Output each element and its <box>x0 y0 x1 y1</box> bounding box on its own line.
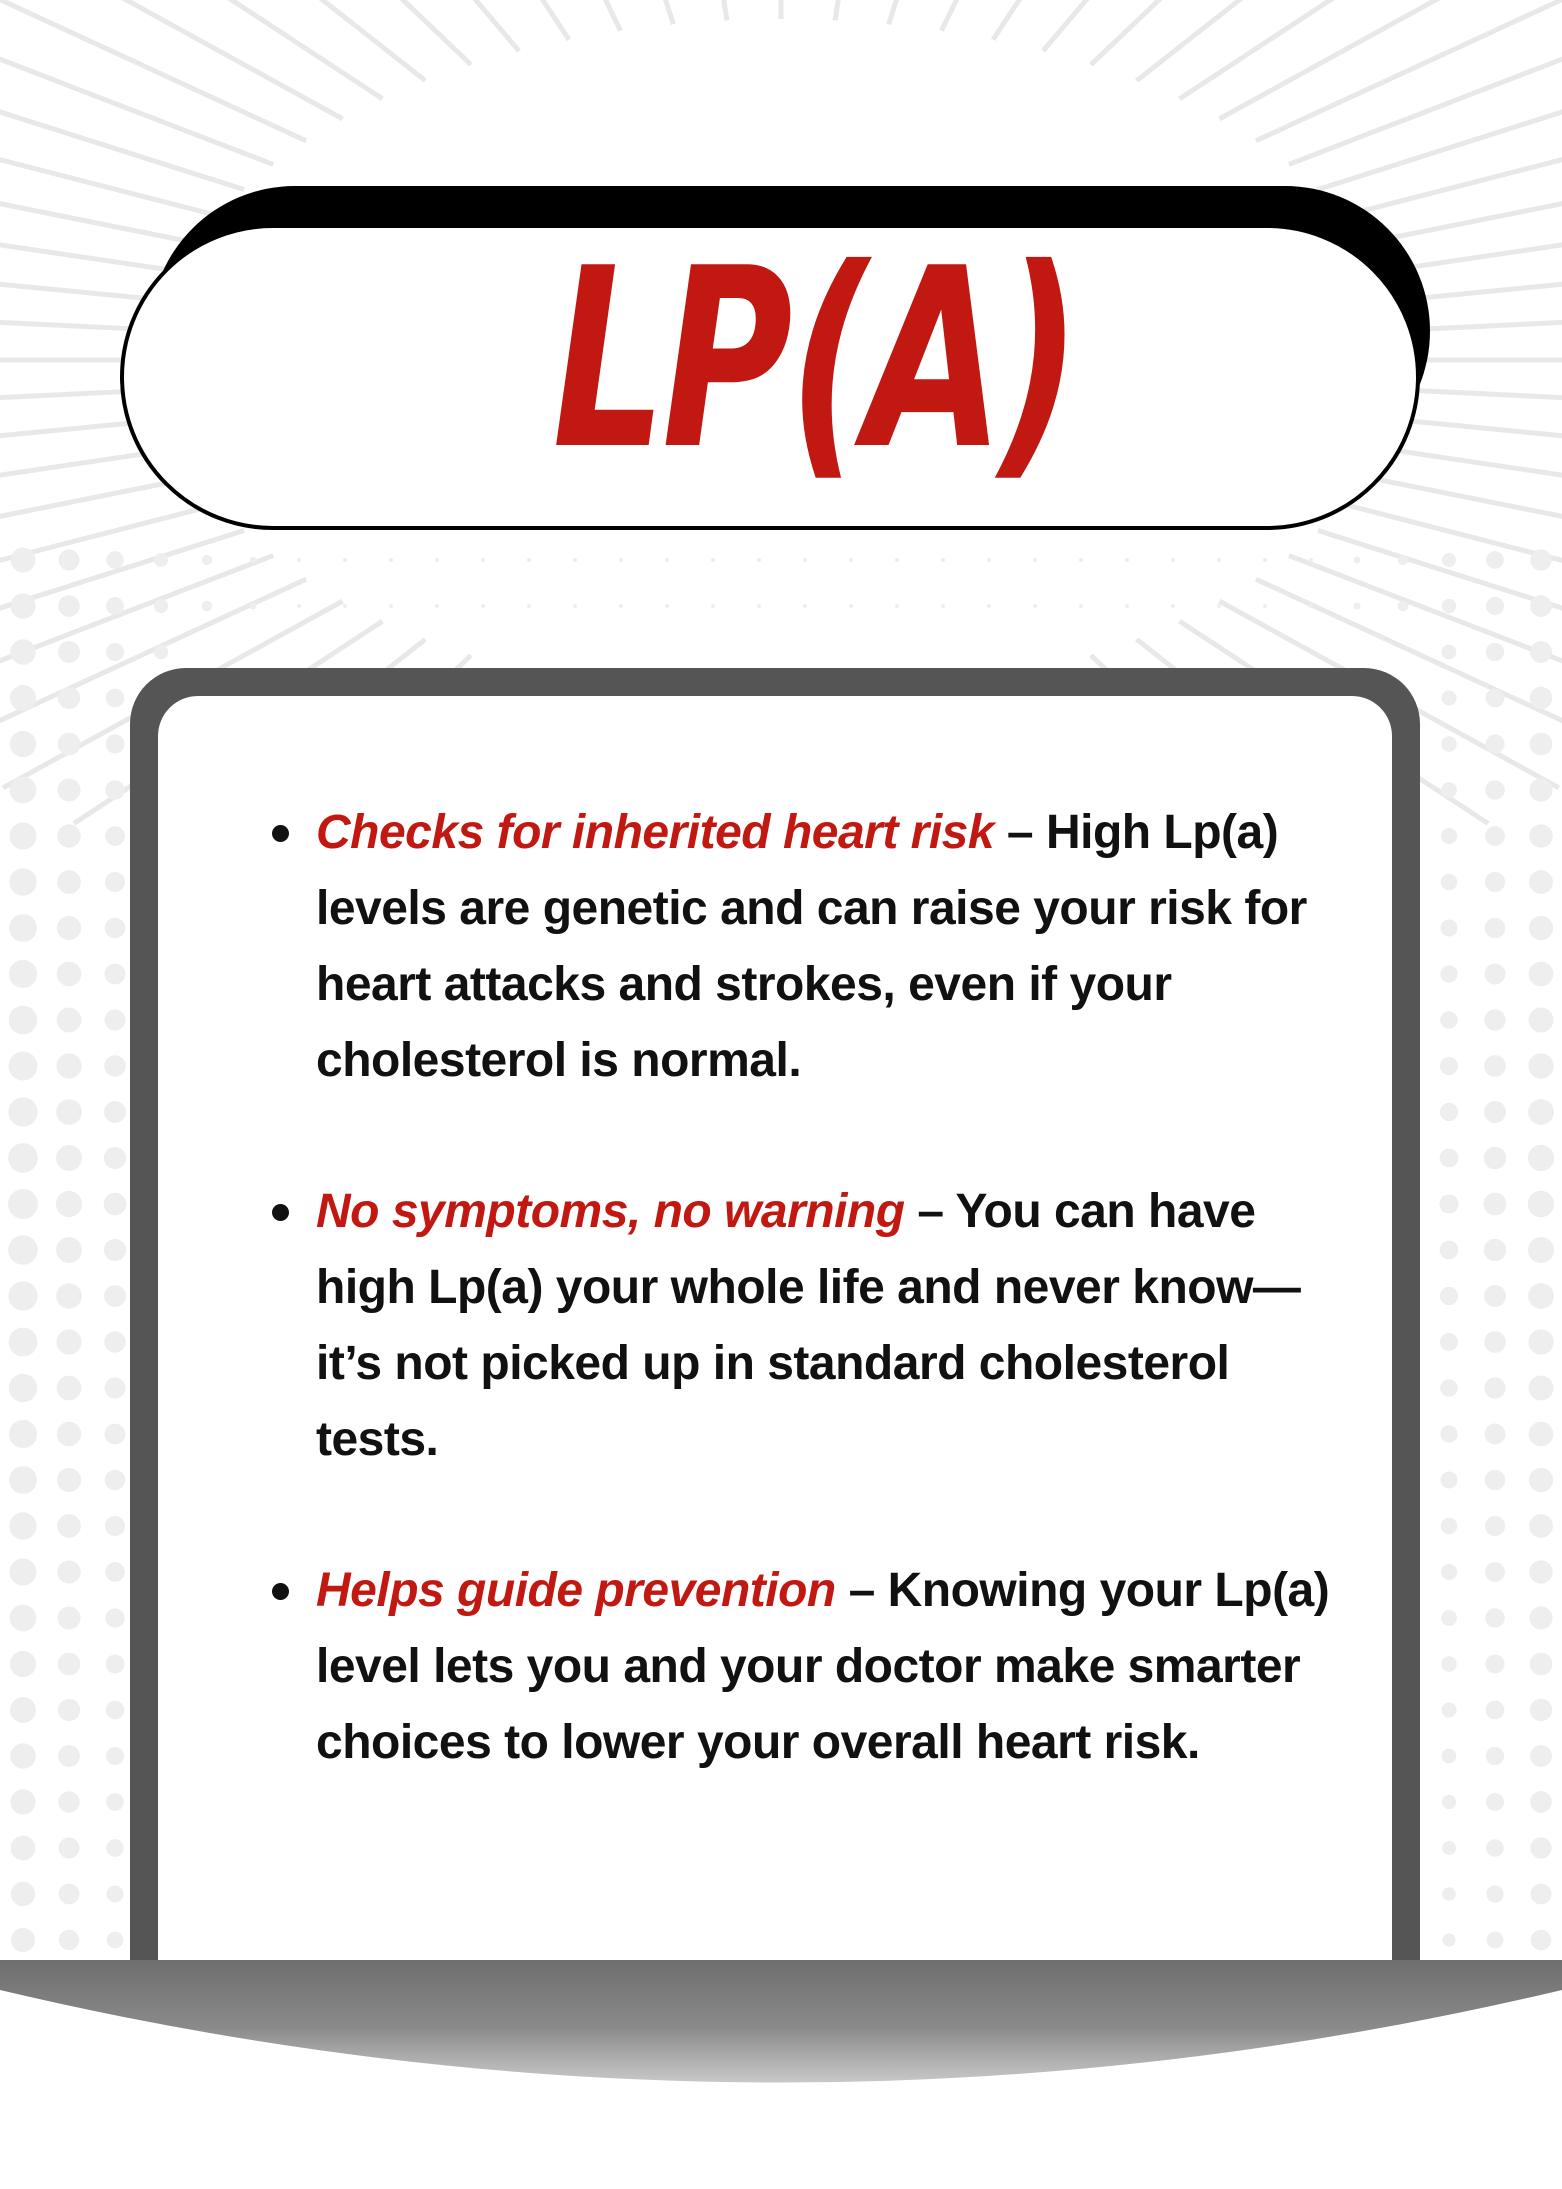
halftone-dot <box>105 872 125 892</box>
halftone-dot <box>58 1699 80 1721</box>
halftone-dot <box>1217 604 1221 608</box>
halftone-dot <box>1441 828 1457 844</box>
halftone-dot <box>1441 1702 1456 1717</box>
halftone-dot <box>573 604 577 608</box>
halftone-dot <box>57 1376 82 1401</box>
halftone-dot <box>106 597 124 615</box>
halftone-dot <box>1530 1699 1552 1721</box>
halftone-dot <box>1441 690 1456 705</box>
halftone-dot <box>9 1512 36 1539</box>
halftone-dot <box>1484 1101 1506 1123</box>
halftone-dot <box>1484 1285 1506 1307</box>
halftone-dot <box>56 1237 82 1263</box>
halftone-dot <box>1485 964 1506 985</box>
halftone-dot <box>1398 601 1409 612</box>
halftone-dot <box>1485 780 1505 800</box>
halftone-dot <box>10 685 36 711</box>
halftone-dot <box>57 1422 81 1446</box>
halftone-dot <box>1439 1194 1458 1213</box>
halftone-dot <box>1441 736 1456 751</box>
halftone-dot <box>343 604 347 608</box>
halftone-dot <box>58 1653 81 1676</box>
halftone-dot <box>57 1560 80 1583</box>
halftone-dot <box>9 1558 36 1585</box>
halftone-dot <box>1484 1147 1506 1169</box>
page-title: LP(A) <box>552 216 1077 504</box>
halftone-dot <box>10 1789 35 1814</box>
halftone-dot <box>10 1651 36 1677</box>
halftone-dot <box>105 1424 126 1445</box>
halftone-dot <box>1309 604 1313 608</box>
bullet-text: Knowing your Lp(a) level lets you and your doctor make smarter choices to lower your overall heart risk. <box>316 1564 1330 1769</box>
halftone-dot <box>106 689 125 708</box>
halftone-dot <box>1353 602 1360 609</box>
halftone-dot <box>57 824 80 847</box>
bullet-item-inherited-risk <box>268 795 1348 1099</box>
halftone-dot <box>1486 643 1504 661</box>
halftone-dot <box>1441 1656 1456 1671</box>
halftone-dot <box>11 1836 36 1861</box>
halftone-dot <box>1440 1379 1458 1397</box>
bullet-separator: – <box>994 806 1046 859</box>
halftone-dot <box>9 1328 38 1357</box>
halftone-dot <box>1171 604 1175 608</box>
halftone-dot <box>1441 1564 1457 1580</box>
halftone-dot <box>435 604 439 608</box>
halftone-dot <box>10 731 36 757</box>
halftone-dot <box>106 1701 125 1720</box>
halftone-dot <box>1484 1055 1506 1077</box>
halftone-dot <box>1531 1884 1552 1905</box>
bullet-item-guide-prevention <box>268 1553 1348 1781</box>
halftone-dot <box>1529 870 1553 894</box>
halftone-dot <box>57 1008 82 1033</box>
halftone-dot <box>104 1101 126 1123</box>
halftone-dot <box>58 641 80 663</box>
halftone-dot <box>1440 1241 1459 1260</box>
halftone-dot <box>1441 920 1458 937</box>
halftone-dot <box>1440 965 1457 982</box>
halftone-dot <box>1530 1745 1552 1767</box>
halftone-dot <box>1485 1562 1505 1582</box>
halftone-dot <box>106 1747 124 1765</box>
halftone-dot <box>1441 874 1458 891</box>
halftone-dot <box>9 1420 37 1448</box>
halftone-dot <box>1485 1608 1504 1627</box>
halftone-dot <box>106 1655 125 1674</box>
halftone-dot <box>57 1514 81 1538</box>
halftone-dot <box>9 868 36 895</box>
halftone-dot <box>987 604 991 608</box>
bullet-lead: Checks for inherited heart risk <box>316 806 995 859</box>
halftone-dot <box>104 1377 125 1398</box>
halftone-dot <box>58 1837 79 1858</box>
halftone-dot <box>1530 641 1552 663</box>
halftone-dot <box>57 916 81 940</box>
halftone-dot <box>1440 1287 1458 1305</box>
halftone-dot <box>1442 1749 1457 1764</box>
halftone-dot <box>56 1191 82 1217</box>
halftone-dot <box>1528 1007 1553 1032</box>
halftone-dot <box>59 1930 79 1950</box>
halftone-dot <box>1530 595 1552 617</box>
halftone-dot <box>481 604 485 608</box>
halftone-dot <box>1263 604 1267 608</box>
halftone-dot <box>104 1009 125 1030</box>
bullet-separator: – <box>904 1185 956 1238</box>
halftone-dot <box>1484 1377 1505 1398</box>
halftone-dot <box>1442 1795 1456 1809</box>
halftone-dot <box>1033 604 1037 608</box>
halftone-dot <box>105 1470 125 1490</box>
halftone-dot <box>11 1882 35 1906</box>
halftone-dot <box>1442 1933 1455 1946</box>
halftone-dot <box>1528 1053 1553 1078</box>
bullet-lead: Helps guide prevention <box>316 1564 836 1617</box>
halftone-dot <box>8 1189 38 1219</box>
halftone-dot <box>59 1884 80 1905</box>
bullet-text: You can have high Lp(a) your whole life and never know—it’s not picked up in standard cholesterol tests. <box>316 1185 1301 1466</box>
halftone-dot <box>106 643 124 661</box>
halftone-dot <box>106 1839 123 1856</box>
halftone-dot <box>106 1793 124 1811</box>
halftone-dot <box>1531 1930 1552 1951</box>
halftone-dot <box>1442 645 1457 660</box>
halftone-dot <box>1530 1791 1552 1813</box>
halftone-dot <box>105 1608 124 1627</box>
halftone-dot <box>527 604 531 608</box>
halftone-dot <box>105 826 125 846</box>
halftone-dot <box>154 599 168 613</box>
halftone-dot <box>1528 1237 1554 1263</box>
halftone-dot <box>57 870 81 894</box>
halftone-dot <box>58 1791 80 1813</box>
halftone-dot <box>10 1697 36 1723</box>
halftone-dot <box>941 604 945 608</box>
bullet-text: High Lp(a) levels are genetic and can raise your risk for heart attacks and strokes, even if your cholesterol is normal. <box>316 806 1307 1087</box>
halftone-dot <box>107 1932 124 1949</box>
halftone-dot <box>1079 604 1083 608</box>
halftone-dot <box>9 914 37 942</box>
halftone-dot <box>104 1193 127 1216</box>
halftone-dot <box>105 918 125 938</box>
halftone-dot <box>1485 1516 1505 1536</box>
halftone-dot <box>104 1285 126 1307</box>
halftone-dot <box>1529 1514 1553 1538</box>
halftone-dot <box>619 604 623 608</box>
halftone-dot <box>57 778 80 801</box>
halftone-dot <box>1530 1837 1551 1858</box>
halftone-dot <box>1484 1009 1505 1030</box>
halftone-dot <box>58 1607 81 1630</box>
halftone-dot <box>1484 1239 1506 1261</box>
halftone-dot <box>1485 872 1505 892</box>
halftone-dot <box>1485 734 1504 753</box>
bullet-list <box>268 795 1348 1856</box>
halftone-dot <box>757 604 761 608</box>
halftone-dot <box>297 604 301 608</box>
halftone-dot <box>1529 1422 1554 1447</box>
halftone-dot <box>8 1235 38 1265</box>
halftone-dot <box>1529 1468 1553 1492</box>
halftone-dot <box>202 601 213 612</box>
halftone-dot <box>1528 1145 1554 1171</box>
halftone-dot <box>1485 826 1505 846</box>
halftone-dot <box>1440 1149 1459 1168</box>
halftone-dot <box>1529 1560 1553 1584</box>
halftone-dot <box>105 1516 125 1536</box>
bullet-dot-icon <box>272 1204 289 1221</box>
halftone-dot <box>1484 1331 1506 1353</box>
halftone-dot <box>1529 778 1552 801</box>
halftone-dot <box>1528 1283 1554 1309</box>
halftone-dot <box>1487 1932 1504 1949</box>
halftone-dot <box>1442 599 1456 613</box>
halftone-dot <box>1440 1011 1458 1029</box>
bullet-separator: – <box>835 1564 888 1617</box>
halftone-dot <box>104 1239 126 1261</box>
halftone-dot <box>9 960 37 988</box>
halftone-dot <box>104 1331 126 1353</box>
halftone-dot <box>106 1885 123 1902</box>
halftone-dot <box>9 1466 37 1494</box>
halftone-dot <box>1485 918 1506 939</box>
halftone-dot <box>1441 782 1457 798</box>
halftone-dot <box>1486 1885 1503 1902</box>
halftone-dot <box>1528 1191 1554 1217</box>
halftone-dot <box>10 1743 36 1769</box>
bullet-item-no-symptoms <box>268 1174 1348 1478</box>
halftone-dot <box>1485 1654 1504 1673</box>
halftone-dot <box>11 1928 35 1952</box>
halftone-dot <box>10 639 36 665</box>
halftone-dot <box>1125 604 1129 608</box>
halftone-dot <box>1529 916 1553 940</box>
halftone-dot <box>8 1281 37 1310</box>
halftone-dot <box>1486 1701 1505 1720</box>
halftone-dot <box>9 1052 38 1081</box>
halftone-dot <box>56 1099 82 1125</box>
halftone-dot <box>105 1562 125 1582</box>
halftone-dot <box>895 604 899 608</box>
halftone-dot <box>1442 1841 1456 1855</box>
halftone-dot <box>1484 1193 1507 1216</box>
halftone-dot <box>1486 1747 1504 1765</box>
halftone-dot <box>10 593 35 618</box>
halftone-dot <box>58 1745 80 1767</box>
halftone-dot <box>1440 1425 1457 1442</box>
bottom-curve-shadow <box>0 1960 1562 2189</box>
halftone-dot <box>1529 1376 1554 1401</box>
halftone-dot <box>711 604 715 608</box>
halftone-dot <box>1486 1839 1504 1857</box>
halftone-dot <box>849 604 853 608</box>
halftone-dot <box>250 603 257 610</box>
halftone-dot <box>104 1055 126 1077</box>
halftone-dot <box>1530 1653 1553 1676</box>
halftone-dot <box>1528 1099 1554 1125</box>
halftone-dot <box>1529 962 1554 987</box>
halftone-dot <box>1486 597 1504 615</box>
halftone-dot <box>154 645 169 660</box>
halftone-dot <box>56 1329 81 1354</box>
halftone-dot <box>9 1374 37 1402</box>
halftone-dot <box>1529 1606 1552 1629</box>
halftone-dot <box>8 1097 37 1126</box>
halftone-dot <box>1486 1793 1504 1811</box>
halftone-dot <box>106 735 125 754</box>
bullet-dot-icon <box>272 825 289 842</box>
bullet-lead: No symptoms, no warning <box>316 1185 905 1238</box>
halftone-dot <box>1530 687 1552 709</box>
halftone-dot <box>8 1143 38 1173</box>
halftone-dot <box>389 604 393 608</box>
halftone-dot <box>1441 1518 1458 1535</box>
halftone-dot <box>9 822 36 849</box>
halftone-dot <box>803 604 807 608</box>
halftone-dot <box>58 595 80 617</box>
halftone-dot <box>1528 1329 1553 1354</box>
halftone-dot <box>56 1283 82 1309</box>
halftone-dot <box>665 604 669 608</box>
halftone-dot <box>57 962 82 987</box>
halftone-dot <box>105 780 124 799</box>
halftone-dot <box>1529 824 1553 848</box>
halftone-dot <box>104 1147 126 1169</box>
halftone-dot <box>105 964 126 985</box>
halftone-dot <box>57 1468 81 1492</box>
halftone-dot <box>1440 1333 1458 1351</box>
halftone-dot <box>1485 1470 1506 1491</box>
halftone-dot <box>10 777 37 804</box>
halftone-dot <box>9 1006 38 1035</box>
halftone-dot <box>56 1145 82 1171</box>
halftone-dot <box>1485 1424 1506 1445</box>
halftone-dot <box>56 1053 81 1078</box>
halftone-dot <box>1441 1472 1458 1489</box>
halftone-dot <box>1441 1610 1457 1626</box>
bullet-dot-icon <box>272 1583 289 1600</box>
halftone-dot <box>10 1605 37 1632</box>
halftone-dot <box>1440 1103 1458 1121</box>
halftone-dot <box>1530 733 1553 756</box>
halftone-dot <box>58 687 80 709</box>
halftone-dot <box>58 733 81 756</box>
halftone-dot <box>1442 1887 1456 1901</box>
halftone-dot <box>1440 1057 1458 1075</box>
halftone-dot <box>1486 689 1505 708</box>
